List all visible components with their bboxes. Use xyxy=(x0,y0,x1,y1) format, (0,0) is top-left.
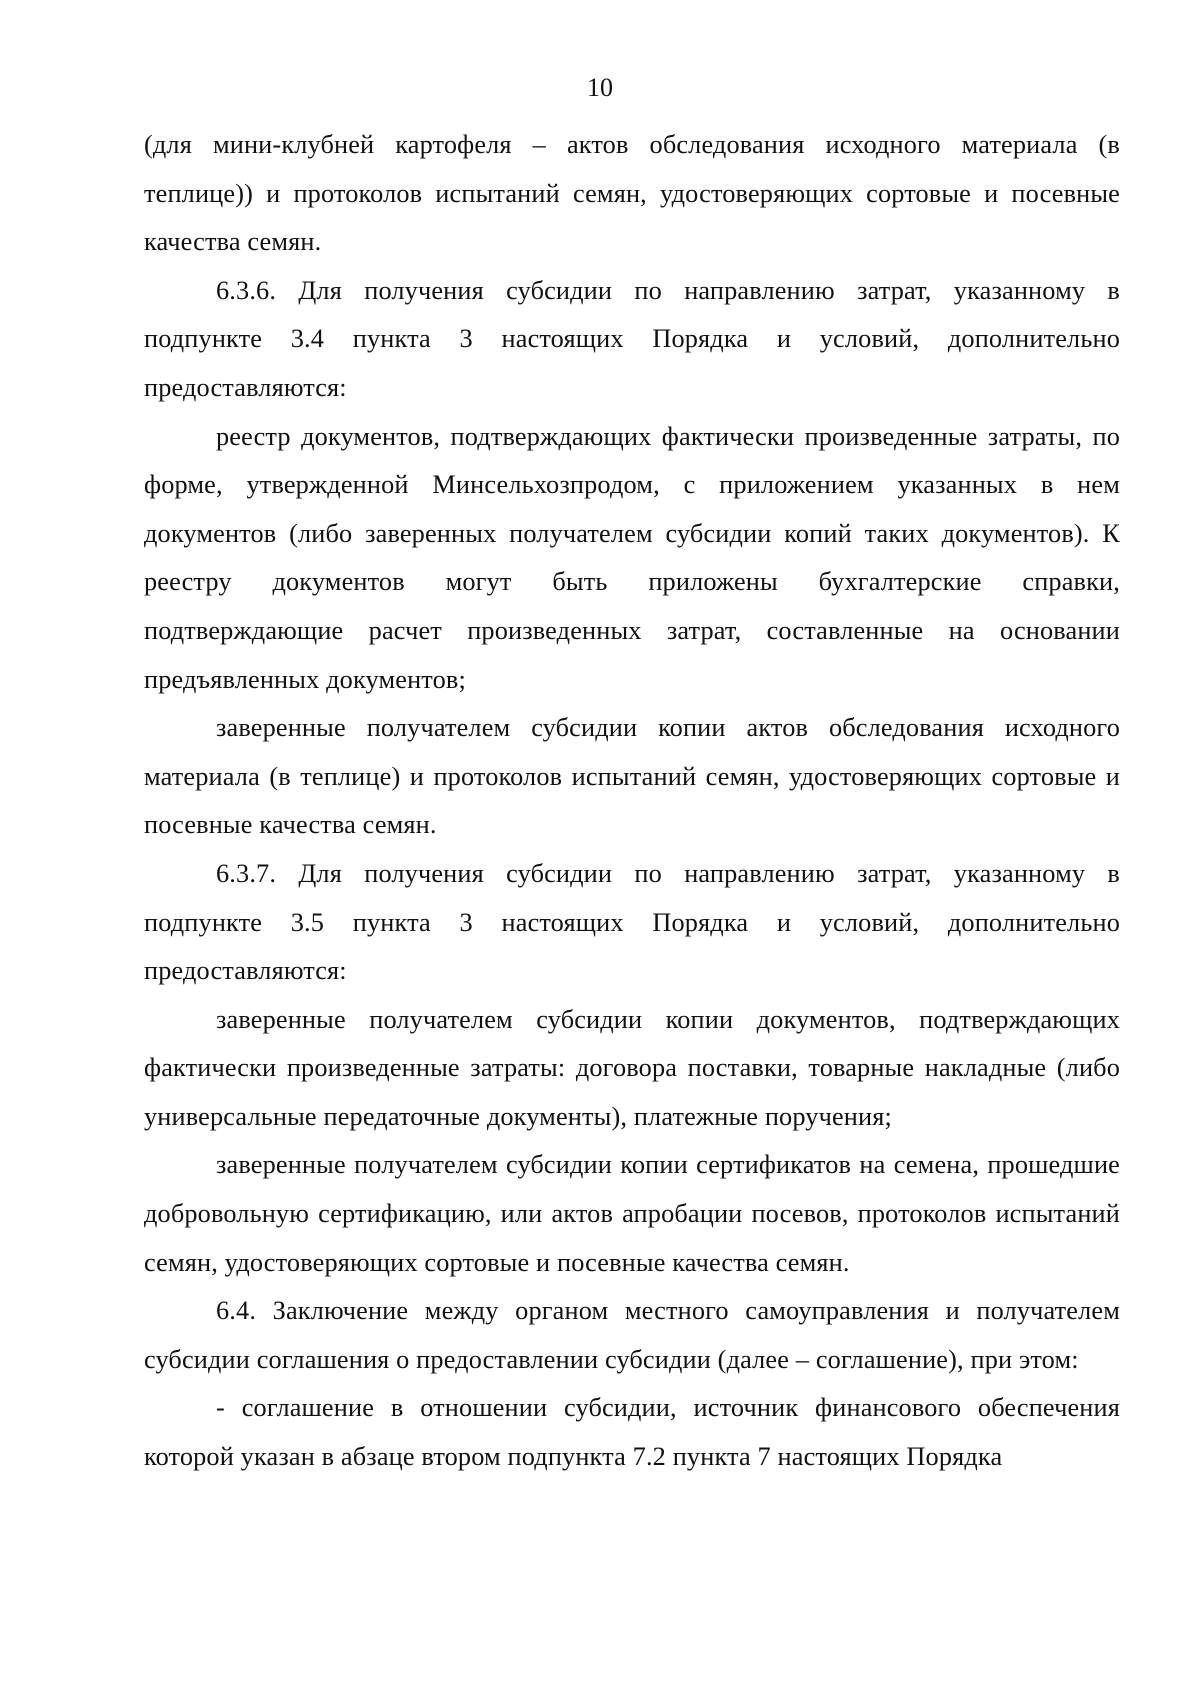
document-body xyxy=(144,121,1120,1482)
paragraph-6-4: 6.4. Заключение между органом местного самоуправления и получателем субсидии соглашения о предоставлении субсидии (далее – соглашение), при этом: xyxy=(144,1296,1120,1374)
paragraph-registry: реестр документов, подтверждающих фактически произведенные затраты, по форме, утвержденной Минсельхозпродом, с приложением указанных в нем документов (либо заверенных получателем субсидии копий таких документов). К реестру документов могут быть приложены бухгалтерские справки, подтверждающие расчет произведенных затрат, составленные на основании предъявленных документов; xyxy=(144,421,1120,694)
paragraph-certified-copies-documents: заверенные получателем субсидии копии документов, подтверждающих фактически произведенные затраты: договора поставки, товарные накладные (либо универсальные передаточные документы), платежные поручения; xyxy=(144,1004,1120,1131)
paragraph-6-3-7: 6.3.7. Для получения субсидии по направлению затрат, указанному в подпункте 3.5 пункта 3 настоящих Порядка и условий, дополнительно предоставляются: xyxy=(144,858,1120,986)
paragraph-certified-copies-acts: заверенные получателем субсидии копии актов обследования исходного материала (в теплице) и протоколов испытаний семян, удостоверяющих сортовые и посевные качества семян. xyxy=(144,713,1120,840)
page-number: 10 xyxy=(587,73,613,102)
paragraph-6-3-6: 6.3.6. Для получения субсидии по направлению затрат, указанному в подпункте 3.4 пункта 3 настоящих Порядка и условий, дополнительно предоставляются: xyxy=(144,275,1120,402)
paragraph-continuation: (для мини-клубней картофеля – актов обследования исходного материала (в теплице)) и протоколов испытаний семян, удостоверяющих сортовые и посевные качества семян. xyxy=(144,130,1120,257)
paragraph-agreement-item: - соглашение в отношении субсидии, источник финансового обеспечения которой указан в абзаце втором подпункта 7.2 пункта 7 настоящих Порядка xyxy=(144,1393,1120,1472)
paragraph-certified-copies-certificates: заверенные получателем субсидии копии сертификатов на семена, прошедшие добровольную сертификацию, или актов апробации посевов, протоколов испытаний семян, удостоверяющих сортовые и посевные качества семян. xyxy=(144,1150,1120,1277)
